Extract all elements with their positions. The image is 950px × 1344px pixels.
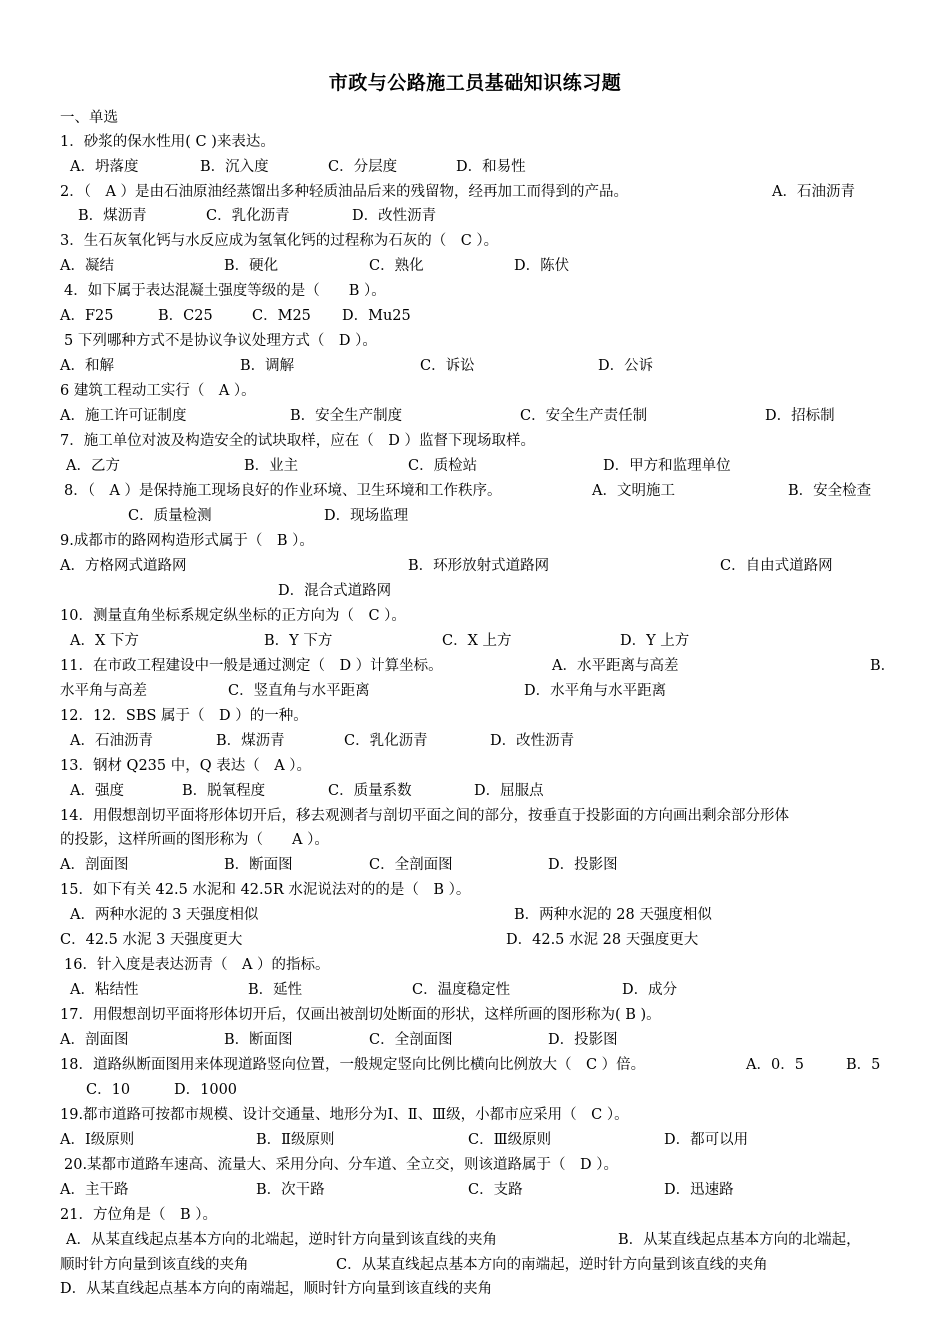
option-d: D．迅速路 (664, 1182, 734, 1198)
question-16-options (60, 978, 920, 1002)
section-label: 一、单选 (60, 110, 118, 126)
option-c: C．质量系数 (328, 783, 412, 799)
question-text: 16．针入度是表达沥青（ A ）的指标。 (64, 957, 330, 973)
question-6-stem (60, 379, 920, 403)
question-17-stem (60, 1003, 920, 1027)
question-1-stem (60, 130, 920, 154)
option-a: A．水平距离与高差 (552, 658, 679, 674)
question-text: 18．道路纵断面图用来体现道路竖向位置，一般规定竖向比例比横向比例放大（ C ）倍。 (60, 1057, 646, 1073)
question-19-options (60, 1128, 920, 1152)
question-text-line1: 14．用假想剖切平面将形体切开后，移去观测者与剖切平面之间的部分，按垂直于投影面的方向画出剩余部分形体 (60, 808, 789, 824)
option-c: C．质检站 (408, 458, 478, 474)
question-9-stem (60, 529, 920, 553)
option-d: D．混合式道路网 (278, 583, 392, 599)
option-b: B．断面图 (224, 857, 293, 873)
option-b: B．5 (846, 1057, 881, 1073)
question-text: 6 建筑工程动工实行（ A ）。 (60, 383, 256, 399)
question-21-options-last (60, 1277, 920, 1301)
option-d: D．改性沥青 (490, 733, 575, 749)
option-a: A．乙方 (66, 458, 120, 474)
option-c: C．全剖面图 (369, 857, 453, 873)
question-7-options (60, 454, 920, 478)
option-d: D．Mu25 (342, 308, 411, 324)
option-d: D．甲方和监理单位 (603, 458, 731, 474)
option-b: B．煤沥青 (216, 733, 285, 749)
section-heading (60, 106, 920, 130)
option-a: A．文明施工 (592, 483, 675, 499)
option-b-line2: 顺时针方向量到该直线的夹角 (60, 1257, 249, 1273)
question-text: 19.都市道路可按都市规模、设计交通量、地形分为Ⅰ、Ⅱ、Ⅲ级，小都市应采用（ C ）。 (60, 1107, 629, 1123)
option-b-prefix: B． (870, 658, 896, 674)
option-a: A．X 下方 (70, 633, 139, 649)
question-12-options (60, 729, 920, 753)
question-20-options (60, 1178, 920, 1202)
question-text: 4．如下属于表达混凝土强度等级的是（ B ）。 (64, 283, 386, 299)
question-7-stem (60, 429, 920, 453)
option-d: D．招标制 (765, 408, 835, 424)
option-d: D．Y 上方 (620, 633, 690, 649)
option-b: B．Ⅱ级原则 (256, 1132, 335, 1148)
option-c: C．42.5 水泥 3 天强度更大 (60, 932, 243, 948)
question-2-options (60, 204, 920, 228)
question-1-options (60, 155, 920, 179)
question-text: 9.成都市的路网构造形式属于（ B ）。 (60, 533, 314, 549)
question-text: 15．如下有关 42.5 水泥和 42.5R 水泥说法对的的是（ B ）。 (60, 882, 471, 898)
question-12-stem (60, 704, 920, 728)
option-d: D．陈伏 (514, 258, 570, 274)
option-c: C．自由式道路网 (720, 558, 833, 574)
question-16-stem (60, 953, 920, 977)
question-5-options (60, 354, 920, 378)
question-2-stem (60, 180, 920, 204)
option-c: C．分层度 (328, 159, 398, 175)
option-b: B．安全生产制度 (290, 408, 403, 424)
option-a: A．F25 (60, 308, 114, 324)
option-b: B．次干路 (256, 1182, 325, 1198)
option-a: A．主干路 (60, 1182, 129, 1198)
option-c: C．诉讼 (420, 358, 475, 374)
option-b: B．硬化 (224, 258, 279, 274)
option-b-text: 水平角与高差 (60, 683, 147, 699)
question-18-stem (60, 1053, 920, 1077)
option-b: B．调解 (240, 358, 295, 374)
option-a: A．强度 (70, 783, 124, 799)
question-8-options (60, 504, 920, 528)
option-b: B．环形放射式道路网 (408, 558, 550, 574)
option-d: D．投影图 (548, 1032, 618, 1048)
option-b: B．C25 (158, 308, 213, 324)
option-a: A．方格网式道路网 (60, 558, 187, 574)
option-d: D．42.5 水泥 28 天强度更大 (506, 932, 699, 948)
option-c: C．支路 (468, 1182, 523, 1198)
option-c: C．10 (86, 1082, 131, 1098)
question-14-stem-cont (60, 828, 920, 852)
question-text: 20.某都市道路车速高、流量大、采用分向、分车道、全立交，则该道路属于（ D ）。 (64, 1157, 619, 1173)
question-text: 7．施工单位对波及构造安全的试块取样，应在（ D ）监督下现场取样。 (60, 433, 535, 449)
option-c: C．乳化沥青 (206, 208, 290, 224)
question-text: 11．在市政工程建设中一般是通过测定（ D ）计算坐标。 (60, 658, 443, 674)
option-d: D．屈服点 (474, 783, 544, 799)
question-9-options (60, 554, 920, 578)
question-21-stem (60, 1203, 920, 1227)
option-a: A．石油沥青 (70, 733, 153, 749)
question-18-options (60, 1078, 920, 1102)
option-c: C．X 上方 (442, 633, 512, 649)
option-c: C．安全生产责任制 (520, 408, 648, 424)
option-a: A．施工许可证制度 (60, 408, 187, 424)
question-8-stem (60, 479, 920, 503)
option-d: D．投影图 (548, 857, 618, 873)
question-text-line2: 的投影，这样所画的图形称为（ A ）。 (60, 832, 329, 848)
question-15-stem (60, 878, 920, 902)
question-13-options (60, 779, 920, 803)
option-b: B．业主 (244, 458, 299, 474)
option-b: B．沉入度 (200, 159, 269, 175)
question-text: 10．测量直角坐标系规定纵坐标的正方向为（ C ）。 (60, 608, 406, 624)
question-10-stem (60, 604, 920, 628)
option-c: C．乳化沥青 (344, 733, 428, 749)
question-17-options (60, 1028, 920, 1052)
document-title: 市政与公路施工员基础知识练习题 (328, 72, 622, 94)
option-c: C．质量检测 (128, 508, 212, 524)
option-b: B．安全检查 (788, 483, 872, 499)
question-11-options (60, 679, 920, 703)
question-5-stem (60, 329, 920, 353)
option-d: D．公诉 (598, 358, 654, 374)
question-9-options-cont (60, 579, 920, 603)
question-10-options (60, 629, 920, 653)
option-a: A．和解 (60, 358, 114, 374)
option-d: D．都可以用 (664, 1132, 749, 1148)
option-b: B．Y 下方 (264, 633, 333, 649)
question-text: 13．钢材 Q235 中，Q 表达（ A ）。 (60, 758, 312, 774)
option-b-line1: B．从某直线起点基本方向的北端起， (618, 1232, 861, 1248)
question-14-stem (60, 804, 920, 828)
option-d: D．成分 (622, 982, 678, 998)
option-b: B．断面图 (224, 1032, 293, 1048)
option-a: A．两种水泥的 3 天强度相似 (70, 907, 259, 923)
option-c: C．竖直角与水平距离 (228, 683, 370, 699)
question-text: 2．（ A ）是由石油原油经蒸馏出多种轻质油品后来的残留物，经再加工而得到的产品。 (60, 184, 629, 200)
option-d: D．水平角与水平距离 (524, 683, 667, 699)
option-a: A．坍落度 (70, 159, 139, 175)
option-c: C．全剖面图 (369, 1032, 453, 1048)
option-a: A．凝结 (60, 258, 114, 274)
question-14-options (60, 853, 920, 877)
question-text: 3．生石灰氧化钙与水反应成为氢氧化钙的过程称为石灰的（ C ）。 (60, 233, 499, 249)
question-15-options (60, 903, 920, 927)
option-b: B．煤沥青 (78, 208, 147, 224)
option-a: A．石油沥青 (772, 184, 855, 200)
option-d: D．和易性 (456, 159, 526, 175)
question-20-stem (60, 1153, 920, 1177)
question-19-stem (60, 1103, 920, 1127)
option-a: A．剖面图 (60, 857, 129, 873)
question-3-options (60, 254, 920, 278)
question-13-stem (60, 754, 920, 778)
question-4-options (60, 304, 920, 328)
option-a: A．粘结性 (70, 982, 139, 998)
option-d: D．现场监理 (324, 508, 409, 524)
question-text: 17．用假想剖切平面将形体切开后，仅画出被剖切处断面的形状，这样所画的图形称为( B )。 (60, 1007, 661, 1023)
question-11-stem (60, 654, 920, 678)
option-d: D．1000 (174, 1082, 238, 1098)
option-a: A．Ⅰ级原则 (60, 1132, 135, 1148)
option-d: D．从某直线起点基本方向的南端起，顺时针方向量到该直线的夹角 (60, 1281, 493, 1297)
question-text: 5 下列哪种方式不是协议争议处理方式（ D ）。 (64, 333, 377, 349)
option-a: A．从某直线起点基本方向的北端起，逆时针方向量到该直线的夹角 (66, 1232, 497, 1248)
question-3-stem (60, 229, 920, 253)
question-6-options (60, 404, 920, 428)
option-b: B．脱氧程度 (182, 783, 266, 799)
option-a: A．剖面图 (60, 1032, 129, 1048)
option-b: B．延性 (248, 982, 303, 998)
question-4-stem (60, 279, 920, 303)
option-a: A．0．5 (746, 1057, 804, 1073)
option-c: C．温度稳定性 (412, 982, 511, 998)
question-15-options-cont (60, 928, 920, 952)
option-c: C．M25 (252, 308, 311, 324)
option-c: C．Ⅲ级原则 (468, 1132, 552, 1148)
option-c: C．熟化 (369, 258, 424, 274)
question-21-options-cont (60, 1253, 920, 1277)
option-d: D．改性沥青 (352, 208, 437, 224)
option-b: B．两种水泥的 28 天强度相似 (514, 907, 712, 923)
question-text: 8．（ A ）是保持施工现场良好的作业环境、卫生环境和工作秩序。 (64, 483, 502, 499)
question-text: 1．砂浆的保水性用( C )来表达。 (60, 134, 275, 150)
option-c: C．从某直线起点基本方向的南端起，逆时针方向量到该直线的夹角 (336, 1257, 768, 1273)
question-text: 12．12．SBS 属于（ D ）的一种。 (60, 708, 308, 724)
question-21-options (60, 1228, 920, 1252)
question-text: 21．方位角是（ B ）。 (60, 1207, 217, 1223)
